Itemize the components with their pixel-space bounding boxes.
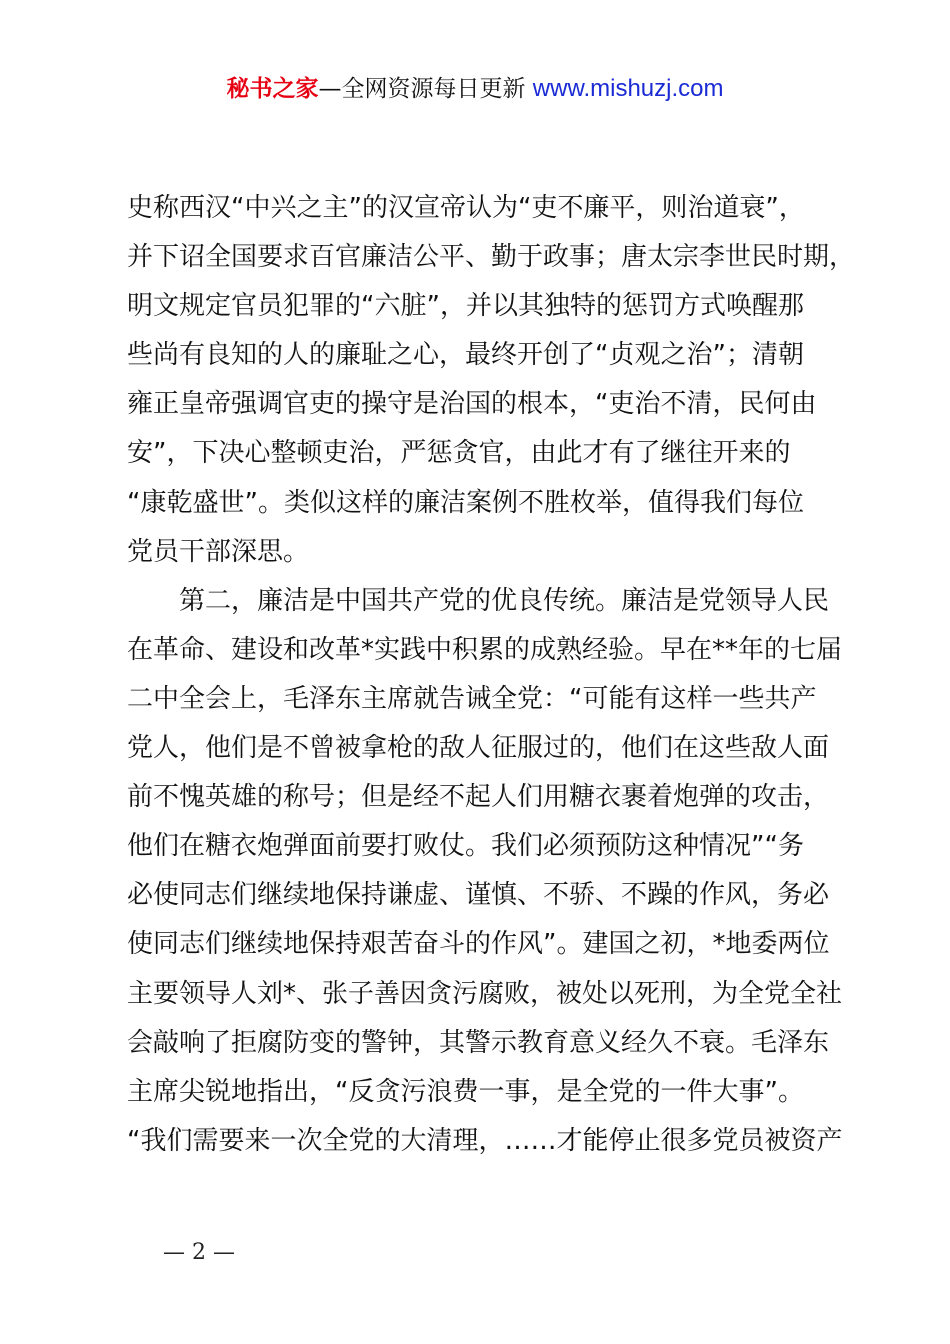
document-body [127,184,856,1166]
text-line: 在革命、建设和改革*实践中积累的成熟经验。早在**年的七届 [127,634,843,665]
text-line: 党员干部深思。 [127,536,310,567]
text-line: “我们需要来一次全党的大清理，……才能停止很多党员被资产 [127,1125,843,1156]
paragraph-start-line: 第二，廉洁是中国共产党的优良传统。廉洁是党领导人民 [179,585,830,616]
text-line: 必使同志们继续地保持谦虚、谨慎、不骄、不躁的作风，务必 [127,880,830,911]
text-line: 前不愧英雄的称号；但是经不起人们用糖衣裹着炮弹的攻击， [127,782,830,813]
text-line: 党人，他们是不曾被拿枪的敌人征服过的，他们在这些敌人面 [127,733,830,764]
site-tagline: —全网资源每日更新 [318,76,533,102]
text-line: 并下诏全国要求百官廉洁公平、勤于政事；唐太宗李世民时期， [127,242,856,273]
text-line: 明文规定官员犯罪的“六脏”，并以其独特的惩罚方式唤醒那 [127,291,804,322]
text-line: 他们在糖衣炮弹面前要打败仗。我们必须预防这种情况”“务 [127,831,804,862]
text-line: 使同志们继续地保持艰苦奋斗的作风”。建国之初，*地委两位 [127,929,830,960]
text-line: “康乾盛世”。类似这样的廉洁案例不胜枚举，值得我们每位 [127,487,804,518]
text-line: 安”，下决心整顿吏治，严惩贪官，由此才有了继往开来的 [127,438,791,469]
page-number: — 2 — [163,1240,235,1265]
site-header [0,72,950,106]
site-url[interactable]: www.mishuzj.com [532,75,724,102]
text-line: 二中全会上，毛泽东主席就告诫全党：“可能有这样一些共产 [127,683,817,714]
text-line: 史称西汉“中兴之主”的汉宣帝认为“吏不廉平，则治道衰”， [127,193,805,223]
site-brand: 秘书之家 [226,76,319,102]
text-line: 些尚有良知的人的廉耻之心，最终开创了“贞观之治”；清朝 [127,340,804,371]
text-line: 雍正皇帝强调官吏的操守是治国的根本，“吏治不清，民何由 [127,389,817,420]
text-line: 会敲响了拒腐防变的警钟，其警示教育意义经久不衰。毛泽东 [127,1027,830,1058]
text-line: 主席尖锐地指出，“反贪污浪费一事，是全党的一件大事”。 [127,1076,804,1107]
text-line: 主要领导人刘*、张子善因贪污腐败，被处以死刑，为全党全社 [127,978,843,1009]
